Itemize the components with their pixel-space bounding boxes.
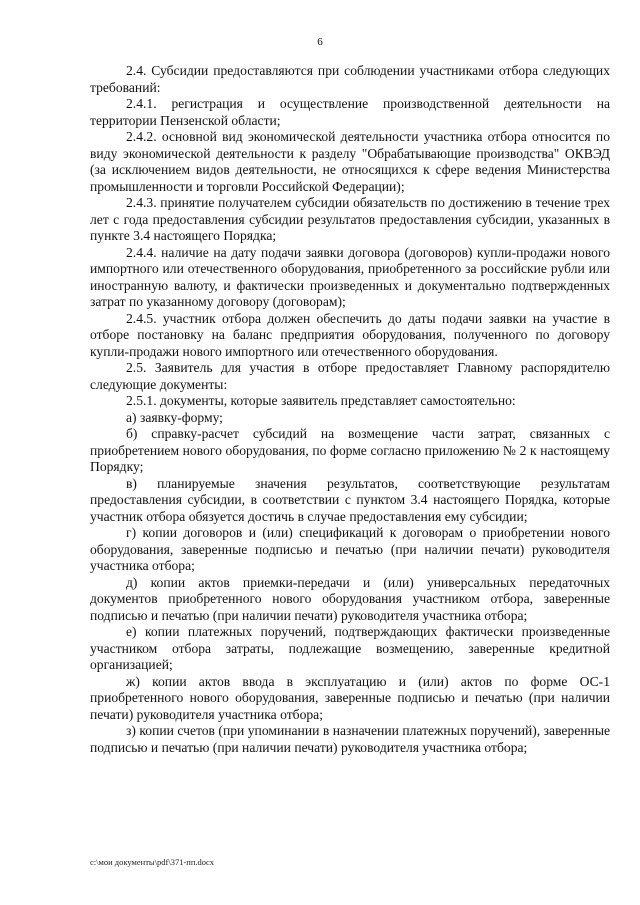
- paragraph: з) копии счетов (при упоминании в назначении платежных поручений), заверенные подписью и печатью (при наличии печати) руководителя участника отбора;: [90, 723, 610, 755]
- page-number: 6: [317, 36, 323, 48]
- document-body: [90, 63, 610, 756]
- footer-file-path: c:\мои документы\pdf\371-пп.docx: [90, 857, 215, 867]
- paragraph: 2.5. Заявитель для участия в отборе предоставляет Главному распорядителю следующие документы:: [90, 360, 610, 392]
- paragraph: 2.4.1. регистрация и осуществление производственной деятельности на территории Пензенской области;: [90, 96, 610, 128]
- paragraph: 2.5.1. документы, которые заявитель представляет самостоятельно:: [126, 393, 516, 408]
- paragraph: а) заявку-форму;: [126, 409, 223, 425]
- paragraph: 2.4.2. основной вид экономической деятельности участника отбора относится по виду экономической деятельности к разделу "Обрабатывающие производства" ОКВЭД (за исключением видов деятельности, не относящихся к сфере ведения Министерства промышленности и торговли Российской Федерации);: [90, 129, 610, 194]
- paragraph: ж) копии актов ввода в эксплуатацию и (или) актов по форме ОС-1 приобретенного нового оборудования, заверенные подписью и печатью (при наличии печати) руководителя участника отбора;: [90, 673, 610, 722]
- paragraph: д) копии актов приемки-передачи и (или) универсальных передаточных документов приобретенного нового оборудования участником отбора, заверенные подписью и печатью (при наличии печати) руководителя участника отбора;: [90, 574, 610, 623]
- paragraph: 2.4.3. принятие получателем субсидии обязательств по достижению в течение трех лет с года предоставления субсидии результатов предоставления субсидии, указанных в пункте 3.4 настоящего Порядка;: [90, 195, 610, 243]
- paragraph: в) планируемые значения результатов, соответствующие результатам предоставления субсидии, в соответствии с пунктом 3.4 настоящего Порядка, которые участник отбора обязуется достичь в случае предоставления ему субсидии;: [90, 475, 610, 524]
- paragraph: 2.4. Субсидии предоставляются при соблюдении участниками отбора следующих требований:: [90, 63, 610, 95]
- paragraph: 2.4.5. участник отбора должен обеспечить до даты подачи заявки на участие в отборе постановку на баланс предприятия оборудования, полученного по договору купли-продажи нового импортного или отечественного оборудования.: [90, 310, 610, 359]
- paragraph: е) копии платежных поручений, подтверждающих фактически произведенные участником отбора затраты, подлежащие возмещению, заверенные кредитной организацией;: [90, 624, 610, 672]
- paragraph: г) копии договоров и (или) спецификаций к договорам о приобретении нового оборудования, заверенные подписью и печатью (при наличии печати) руководителя участника отбора;: [90, 525, 610, 573]
- paragraph: 2.4.4. наличие на дату подачи заявки договора (договоров) купли-продажи нового импортного или отечественного оборудования, приобретенного за российские рубли или иностранную валюту, и фактически произведенных и документально подтвержденных затрат по указанному договору (договорам);: [90, 244, 610, 309]
- paragraph: б) справку-расчет субсидий на возмещение части затрат, связанных с приобретением нового оборудования, по форме согласно приложению № 2 к настоящему Порядку;: [90, 426, 610, 474]
